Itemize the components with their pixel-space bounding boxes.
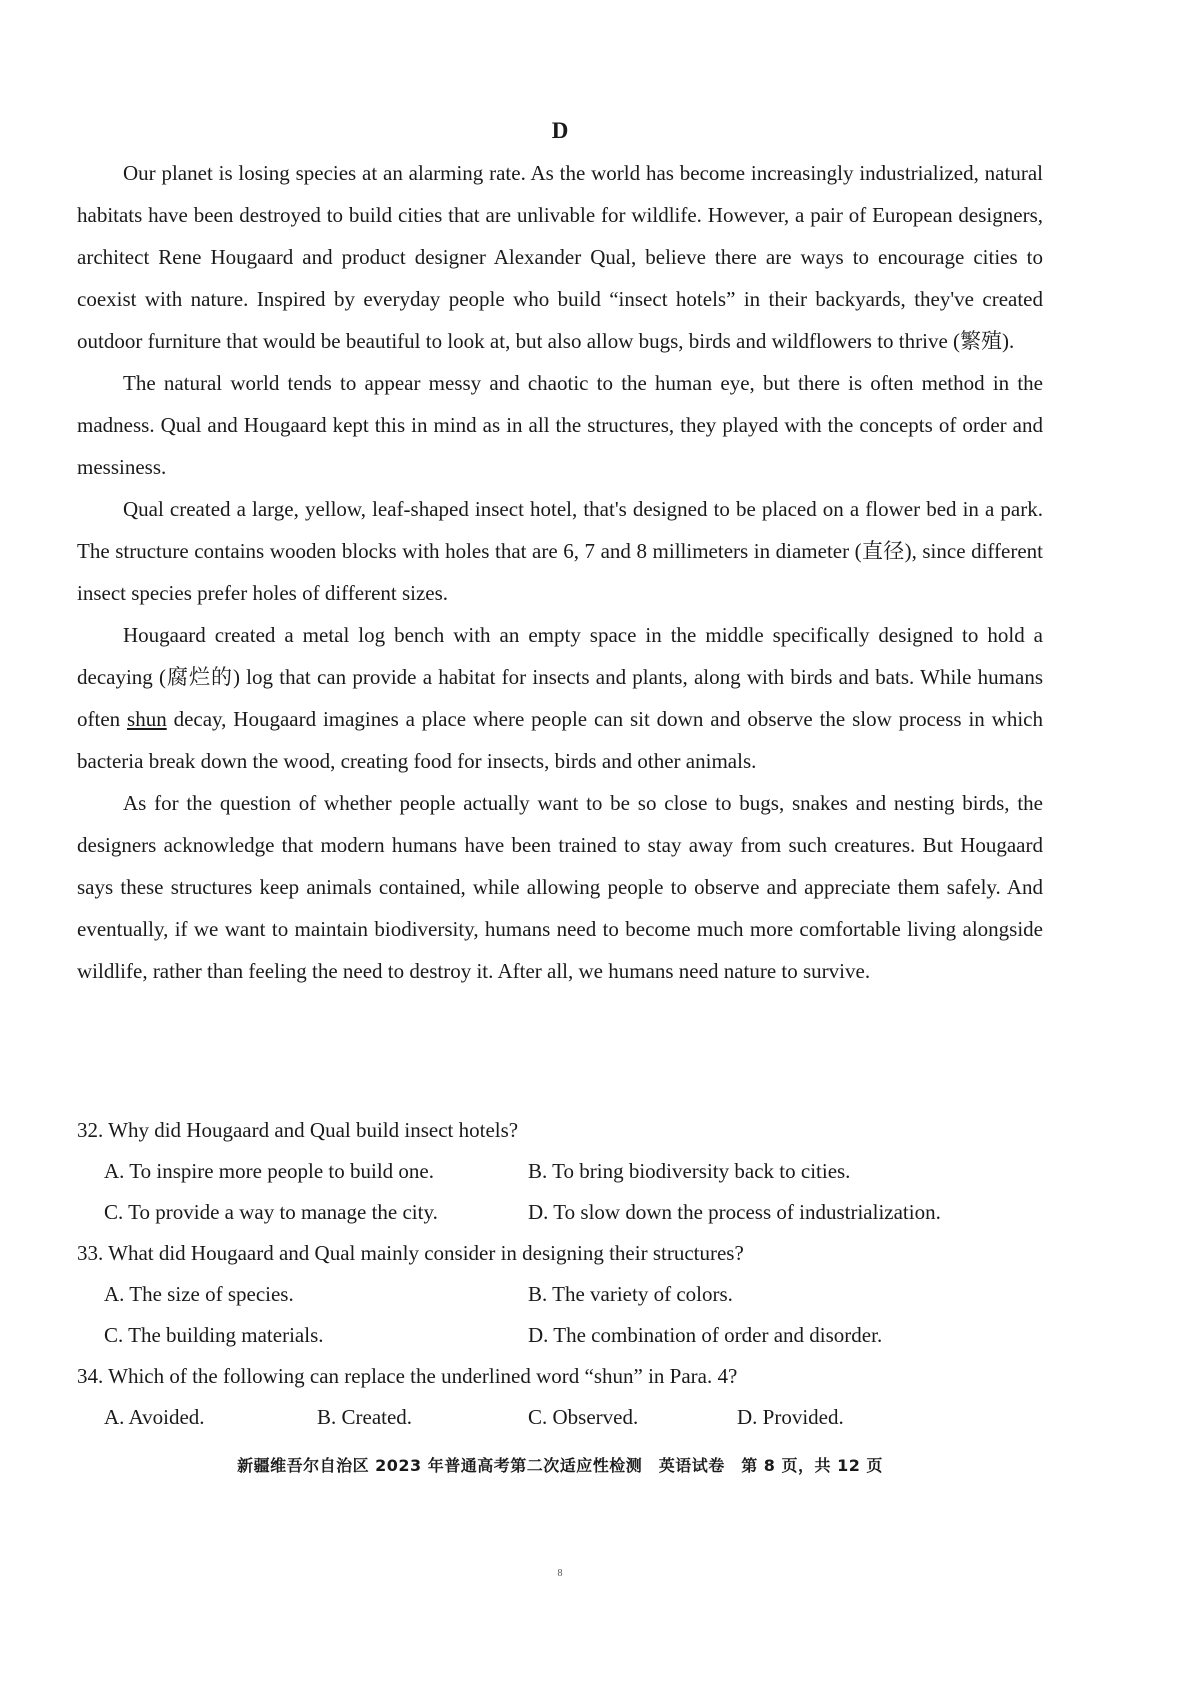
paragraph-4 [77, 614, 1043, 782]
question-32-option-a: A. To inspire more people to build one. [104, 1159, 435, 1183]
paragraph-3: Qual created a large, yellow, leaf-shaped insect hotel, that's designed to be placed on a flower bed in a park. The structure contains wooden blocks with holes that are 6, 7 and 8 millimeters in diameter (直径), since different insect species prefer holes of different sizes. [77, 497, 1043, 605]
paragraph-4-text-before: Hougaard created a metal log bench with an empty space in the middle specifically designed to hold a decaying (腐烂的) log that can provide a habitat for insects and plants, along with birds and bats. While humans often [77, 623, 1043, 731]
question-34-option-a: A. Avoided. [104, 1405, 205, 1429]
paragraph-5: As for the question of whether people actually want to be so close to bugs, snakes and nesting birds, the designers acknowledge that modern humans have been trained to stay away from such creatures. But Hougaard says these structures keep animals contained, while allowing people to observe and appreciate them safely. And eventually, if we want to maintain biodiversity, humans need to become much more comfortable living alongside wildlife, rather than feeling the need to destroy it. After all, we humans need nature to survive. [77, 791, 1043, 983]
paragraph-4-text-after: decay, Hougaard imagines a place where people can sit down and observe the slow process in which bacteria break down the wood, creating food for insects, birds and other animals. [77, 707, 1043, 773]
question-33-option-a: A. The size of species. [104, 1282, 294, 1306]
question-34-options-row [77, 1397, 1043, 1438]
page-footer: 新疆维吾尔自治区 2023 年普通高考第二次适应性检测 英语试卷 第 8 页，共 12 页 [237, 1456, 883, 1475]
section-heading: D [551, 118, 569, 143]
question-34-option-c: C. Observed. [528, 1405, 639, 1429]
question-32-options-row-1 [77, 1151, 1043, 1192]
question-32-stem: 32. Why did Hougaard and Qual build insect hotels? [77, 1118, 519, 1142]
question-33-option-b: B. The variety of colors. [528, 1282, 733, 1306]
reading-passage [77, 152, 1043, 992]
question-32-options-row-2 [77, 1192, 1043, 1233]
question-33-option-c: C. The building materials. [104, 1323, 324, 1347]
question-33-stem: 33. What did Hougaard and Qual mainly consider in designing their structures? [77, 1241, 744, 1265]
question-32-option-b: B. To bring biodiversity back to cities. [528, 1159, 851, 1183]
question-33-options-row-2 [77, 1315, 1043, 1356]
question-32-option-d: D. To slow down the process of industrialization. [528, 1200, 941, 1224]
page-number: 8 [557, 1568, 563, 1579]
question-32-option-c: C. To provide a way to manage the city. [104, 1200, 438, 1224]
question-list [77, 1110, 1043, 1438]
underlined-word: shun [127, 707, 167, 731]
question-34-option-d: D. Provided. [737, 1405, 844, 1429]
paragraph-1: Our planet is losing species at an alarming rate. As the world has become increasingly industrialized, natural habitats have been destroyed to build cities that are unlivable for wildlife. However, a pair of European designers, architect Rene Hougaard and product designer Alexander Qual, believe there are ways to encourage cities to coexist with nature. Inspired by everyday people who build “insect hotels” in their backyards, they've created outdoor furniture that would be beautiful to look at, but also allow bugs, birds and wildflowers to thrive (繁殖). [77, 161, 1043, 353]
question-33-option-d: D. The combination of order and disorder. [528, 1323, 883, 1347]
paragraph-2: The natural world tends to appear messy and chaotic to the human eye, but there is often method in the madness. Qual and Hougaard kept this in mind as in all the structures, they played with the concepts of order and messiness. [77, 371, 1043, 479]
question-34-stem: 34. Which of the following can replace the underlined word “shun” in Para. 4? [77, 1364, 738, 1388]
question-33-options-row-1 [77, 1274, 1043, 1315]
question-34-option-b: B. Created. [317, 1405, 413, 1429]
